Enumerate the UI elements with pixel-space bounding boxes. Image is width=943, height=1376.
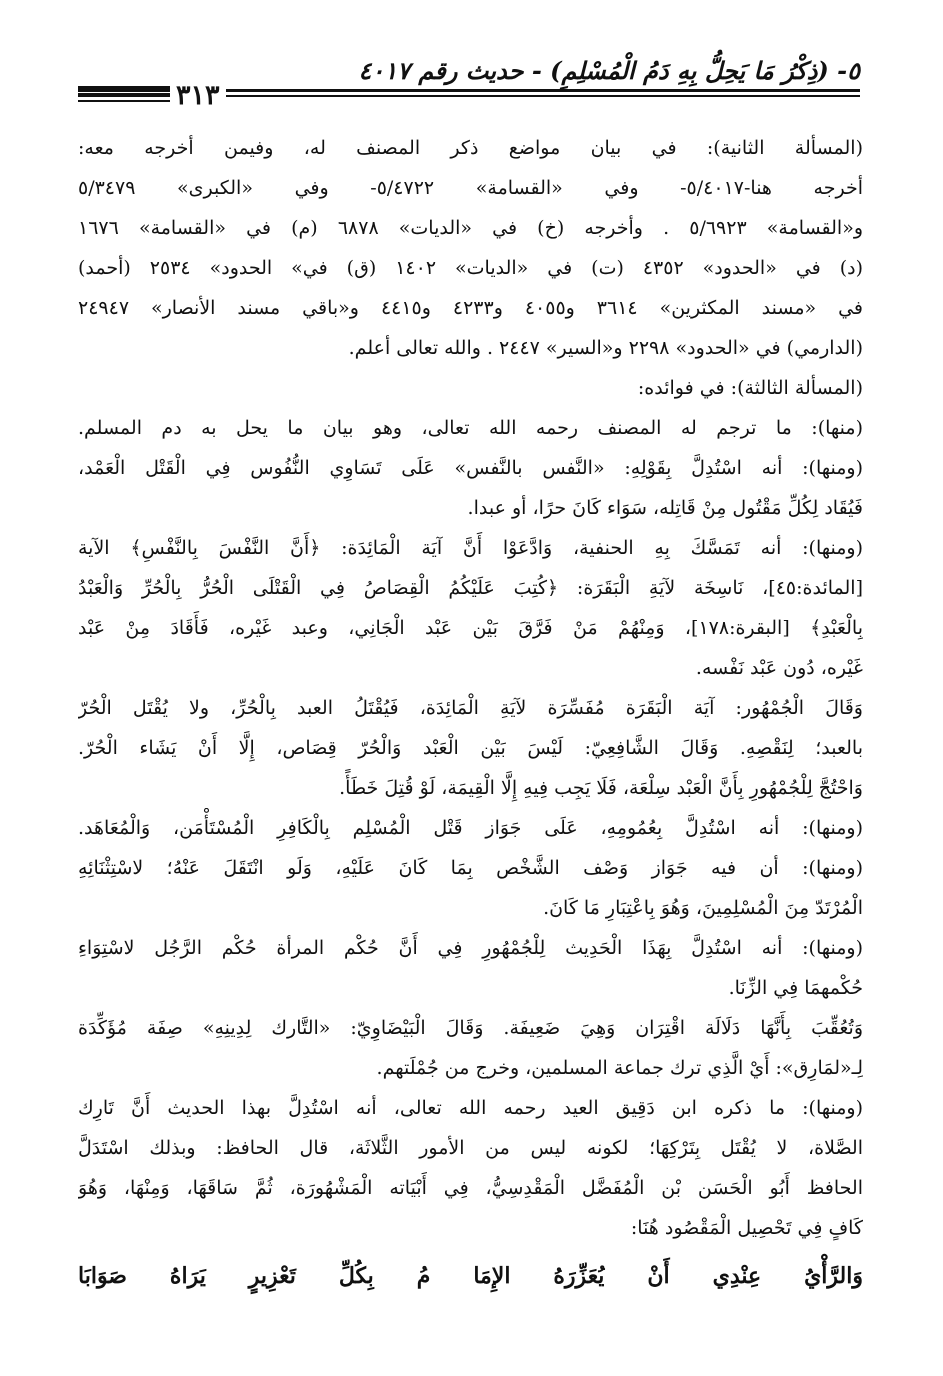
text-line: (ومنها): أنه تَمَسَّكَ بِهِ الحنفية، وَادَّعَوْا أَنَّ آيَة الْمَائِدَة: ﴿أَنَّ النَّفْسَ بِالنَّفْسِ﴾ الآية	[78, 537, 863, 559]
text-line: (ومنها): أنه اسْتُدِلَّ بِعُمُومِهِ، عَلَى جَوَاز قَتْل الْمُسْلِم بِالْكَافِرِ الْمُسْتَأْمَن، وَالْمُعَاهَد.	[78, 817, 863, 839]
text-line: في «مسند المكثرين» ٣٦١٤ و٤٠٥٥ و٤٢٣٣ و٤٤١٥ و«باقي مسند الأنصار» ٢٤٩٤٧	[78, 297, 863, 319]
page-header	[78, 52, 860, 110]
text-line: وَقَالَ الْجُمْهُور: آيَة الْبَقَرَة مُفَسِّرَة لآيَةِ الْمَائِدَة، فَيُقْتَلُ العبد بِالْحُرِّ، ولا يُقْتَل الْحُرّ	[78, 697, 863, 719]
text-line: (الدارمي) في «الحدود» ٢٢٩٨ و«السير» ٢٤٤٧ . والله تعالى أعلم.	[348, 337, 863, 359]
page-body	[78, 128, 863, 1304]
text-line: الْمُرْتَدّ مِنَ الْمُسْلِمِينَ، وَهُوَ بِاعْتِبَارِ مَا كَانَ.	[543, 897, 863, 919]
poem-verse: وَالرَّأْيُ عِنْدِي أَنْ يُعَزِّرَهُ الإِمَا مُ بِكُلِّ تَعْزِيرٍ يَرَاهُ صَوَابَا	[78, 1263, 863, 1289]
text-line: الصَّلاة، لا يُقْتَل بِتَرْكِهَا؛ لكونه ليس من الأمور الثَّلاثَة، قال الحافظ: وبذلك اسْتَدَلَّ	[78, 1137, 863, 1159]
text-line: (ومنها): ما ذكره ابن دَقِيق العيد رحمه الله تعالى، أنه اسْتُدِلَّ بهذا الحديث أَنَّ تَارِك	[78, 1097, 863, 1119]
text-line: (ومنها): أن فيه جَوَاز وَصْف الشَّخْص بِمَا كَانَ عَلَيْهِ، وَلَو انْتَقَلَ عَنْهُ؛ لاسْتِثْنَائِهِ	[78, 857, 863, 879]
text-line: (المسألة الثالثة): في فوائده:	[637, 377, 863, 399]
page-number: ٣١٣	[170, 80, 226, 111]
text-line: (ومنها): أنه اسْتُدِلَّ بِقَوْلِهِ: «النَّفس بالنَّفس» عَلَى تَسَاوِي النُّفُوس فِي الْقَتْل الْعَمْد،	[78, 457, 863, 479]
text-line: (المسألة الثانية): في بيان مواضع ذكر المصنف له، وفيمن أخرجه معه:	[78, 137, 863, 159]
text-line: وَاحْتُجَّ لِلْجُمْهُورِ بِأَنَّ الْعَبْد سِلْعَة، فَلَا يَجِب فِيهِ إِلَّا الْقِيمَة، لَوْ قُتِلَ خَطَأً.	[339, 777, 863, 799]
text-line: حُكْمهمَا فِي الزِّنَا.	[728, 977, 863, 999]
running-head: ٥- (ذِكْرُ مَا يَحِلُّ بِهِ دَمُ الْمُسْلِمِ) - حديث رقم ٤٠١٧	[358, 56, 860, 85]
text-line: بِالْعَبْدِ﴾ [البقرة:١٧٨]، وَمِنْهُمْ مَنْ فَرَّقَ بَيْن عَبْد الْجَانِي، وعبد غَيْره، فَأَقَادَ مِنْ عَبْد	[78, 617, 863, 639]
page-number-rule	[78, 100, 170, 102]
page-number-rule	[78, 86, 170, 89]
text-line: (ومنها): أنه اسْتُدِلَّ بِهَذَا الْحَدِيث لِلْجُمْهُورِ فِي أَنَّ حُكْم المرأة حُكْم الرَّجُل لاسْتِوَاءِ	[78, 937, 863, 959]
text-line: لِـ«لمَارِق»: أَيْ الَّذِي ترك جماعة المسلمين، وخرج من جُمْلَتهم.	[376, 1057, 863, 1079]
text-line: (د) في «الحدود» ٤٣٥٢ (ت) في «الديات» ١٤٠٢ (ق) في» الحدود» ٢٥٣٤ (أحمد)	[78, 257, 863, 279]
text-line: بالعبد؛ لِنَقْصِهِ. وَقَالَ الشَّافِعِيّ: لَيْسَ بَيْن الْعَبْد وَالْحُرّ قِصَاص، إِلَّا أَنْ يَشَاء الْحُرّ.	[78, 737, 863, 759]
text-line: كَافٍ فِي تَحْصِيل الْمَقْصُود هُنَا:	[630, 1217, 863, 1239]
text-line: وَتُعُقِّبَ بِأَنَّهَا دَلَالَة اقْتِرَان وَهِيَ ضَعِيفَة. وَقَالَ الْبَيْضَاوِيّ: «التَّارك لِدِينِهِ» صِفَة مُؤَكِّدَة	[78, 1017, 863, 1039]
text-line: أخرجه هنا-٥/٤٠١٧- وفي «القسامة» ٥/٤٧٢٢- وفي «الكبرى» ٥/٣٤٧٩	[78, 177, 863, 199]
text-line: غَيْره، دُون عَبْد نَفْسه.	[695, 657, 863, 679]
text-line: الحافظ أَبُو الْحَسَن بْن الْمُفَضَّل الْمَقْدِسِيُّ، فِي أَبْيَاته الْمَشْهُورَة، ثُمَّ سَاقَهَا، وَمِنْهَا، وَهُوَ	[78, 1177, 863, 1199]
page-number-rule	[78, 93, 170, 96]
text-line: فَيُقَاد لِكُلِّ مَقْتُول مِنْ قَاتِله، سَوَاء كَانَ حرًا، أو عبدا.	[467, 497, 863, 519]
text-line: [المائدة:٤٥]، نَاسِخَة لآيَةِ الْبَقَرَة: ﴿كُتِبَ عَلَيْكُمُ الْقِصَاصُ فِي الْقَتْلَى الْحُرُّ بِالْحُرِّ وَالْعَبْدُ	[78, 577, 863, 599]
text-line: (منها): ما ترجم له المصنف رحمه الله تعالى، وهو بيان ما يحل به دم المسلم.	[78, 417, 863, 439]
text-line: و«القسامة» ٥/٦٩٢٣ . وأخرجه (خ) في «الديات» ٦٨٧٨ (م) في «القسامة» ١٦٧٦	[78, 217, 863, 239]
